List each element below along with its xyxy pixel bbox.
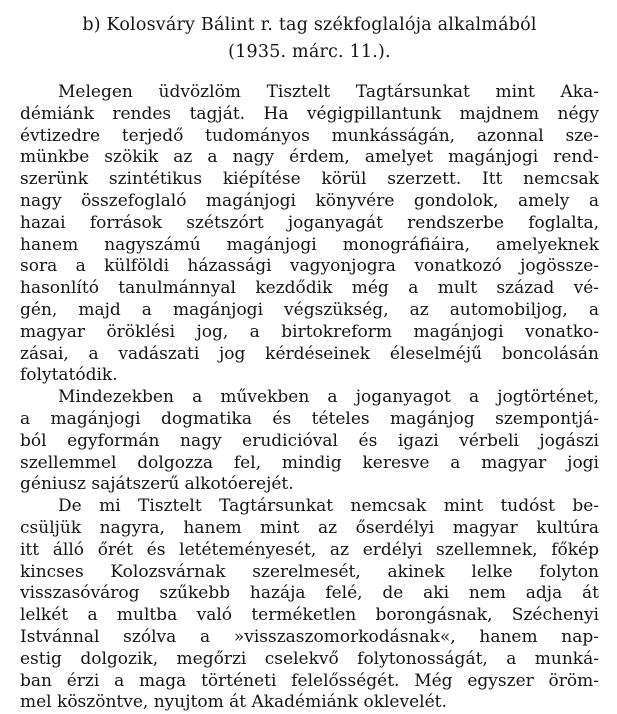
- heading-line-2: (1935. márc. 11.).: [228, 42, 391, 62]
- heading-line-1: b) Kolosváry Bálint r. tag székfoglalója alkalmából: [82, 15, 537, 35]
- text-line: hasonlító tanulmánnyal kezdődik még a mult század vé-: [20, 278, 599, 299]
- text-line: szellemmel dolgozza fel, mindig keresve a magyar jogi: [20, 452, 599, 473]
- paragraph-1: [20, 82, 599, 387]
- text-line: sora a külföldi házassági vagyonjogra vonatkozó jogösszе-: [20, 256, 599, 277]
- text-line: zásai, a vadászati jog kérdéseinek éleselméjű boncolásán: [20, 343, 599, 364]
- document-body: [20, 82, 599, 714]
- text-line: lelkét a multba való terméketlen borongásnak, Széchenyi: [20, 605, 599, 626]
- text-line: kincses Kolozsvárnak szerelmesét, akinek lelke folyton: [20, 561, 599, 582]
- text-line: démiánk rendes tagját. Ha végigpillantunk majdnem négy: [20, 103, 599, 124]
- paragraph-2: [20, 387, 599, 496]
- text-line: ból egyformán nagy erudicióval és igazi vérbeli jogászi: [20, 430, 599, 451]
- text-line: folytatódik.: [20, 365, 118, 386]
- text-line: ban érzi a maga történeti felelősségét. Még egyszer öröm-: [20, 670, 599, 691]
- text-line: estig dolgozik, megőrzi cselekvő folytonosságát, a munká-: [20, 648, 599, 669]
- text-line: magyar öröklési jog, a birtokreform magánjogi vonatko-: [20, 321, 599, 342]
- text-line: Melegen üdvözlöm Tisztelt Tagtársunkat mint Aka-: [58, 82, 599, 102]
- text-line: géniusz sajátszerű alkotóerejét.: [20, 474, 294, 495]
- text-line: nagy összefoglaló magánjogi könyvére gondolok, amely a: [20, 190, 599, 211]
- text-line: gén, majd a magánjogi végszükség, az automobiljog, a: [20, 299, 599, 320]
- text-line: mel köszöntve, nyujtom át Akadémiánk oklevelét.: [20, 692, 447, 713]
- paragraph-3: [20, 496, 599, 714]
- text-line: hazai források szétszórt joganyagát rendszerbe foglalta,: [20, 212, 599, 233]
- text-line: szerünk szintétikus kiépítése körül szerzett. Itt nemcsak: [20, 169, 599, 190]
- text-line: itt álló őrét és letéteményesét, az erdélyi szellemnek, főkép: [20, 539, 599, 560]
- text-line: münkbe szökik az a nagy érdem, amelyet magánjogi rend-: [20, 147, 599, 168]
- text-line: évtizedre terjedő tudományos munkásságán, azonnal sze-: [20, 125, 599, 146]
- text-line: hanem nagyszámú magánjogi monográfiáira, amelyeknek: [20, 234, 599, 255]
- text-line: a magánjogi dogmatika és tételes magánjog szempontjá-: [20, 408, 599, 429]
- text-line: csüljük nagyra, hanem mint az őserdélyi magyar kultúra: [20, 517, 599, 538]
- text-line: De mi Tisztelt Tagtársunkat nemcsak mint tudóst be-: [58, 496, 599, 517]
- text-line: Istvánnal szólva a »visszaszomorkodásnak«, hanem nap-: [20, 626, 599, 647]
- text-line: Mindezekben a művekben a joganyagot a jogtörténet,: [58, 387, 599, 408]
- text-line: visszasóvárog szűkebb hazája felé, de aki nem adja át: [20, 583, 599, 604]
